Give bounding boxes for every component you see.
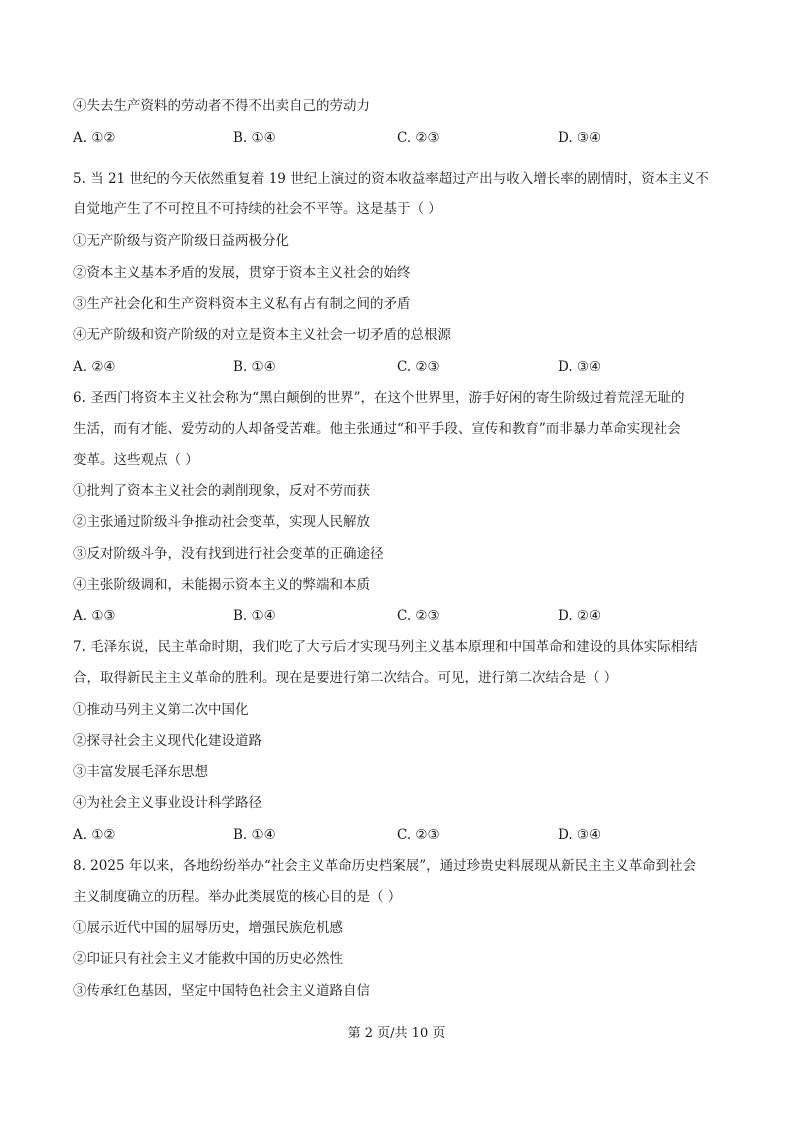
q5-option-a: A. ②④ [73,359,116,375]
q8-stem-line-1: 8. 2025 年以来，各地纷纷举办“社会主义革命历史档案展”，通过珍贵史料展现从新民主主义革命到社会 [73,858,697,874]
q6-option-c: C. ②③ [397,608,440,624]
q6-item-3: ③反对阶级斗争，没有找到进行社会变革的正确途径 [73,546,384,562]
q5-option-b: B. ①④ [233,359,276,375]
q7-item-3: ③丰富发展毛泽东思想 [73,764,208,780]
q4-option-b: B. ①④ [233,130,276,146]
q4-option-a: A. ①② [73,130,116,146]
q6-stem-line-3: 变革。这些观点（ ） [73,452,199,468]
q7-item-1: ①推动马列主义第二次中国化 [73,702,249,718]
q6-item-4: ④主张阶级调和，未能揭示资本主义的弊端和本质 [73,577,370,593]
q7-stem-line-2: 合，取得新民主主义革命的胜利。现在是要进行第二次结合。可见，进行第二次结合是（ ） [73,670,618,686]
q5-stem-line-2: 自觉地产生了不可控且不可持续的社会不平等。这是基于（ ） [73,201,442,217]
q4-item-4: ④失去生产资料的劳动者不得不出卖自己的劳动力 [73,98,370,114]
q5-stem-line-1: 5. 当 21 世纪的今天依然重复着 19 世纪上演过的资本收益率超过产出与收入增长率的剧情时，资本主义不 [73,171,709,187]
q7-option-b: B. ①④ [233,827,276,843]
q7-option-a: A. ①② [73,827,116,843]
q7-item-2: ②探寻社会主义现代化建设道路 [73,733,262,749]
q4-option-c: C. ②③ [397,130,440,146]
page-number-footer: 第 2 页/共 10 页 [347,1026,446,1041]
q6-option-d: D. ②④ [558,608,602,624]
q7-option-c: C. ②③ [397,827,440,843]
q8-item-2: ②印证只有社会主义才能救中国的历史必然性 [73,951,343,967]
q5-item-2: ②资本主义基本矛盾的发展，贯穿于资本主义社会的始终 [73,265,411,281]
q8-stem-line-2: 主义制度确立的历程。举办此类展览的核心目的是（ ） [73,889,402,905]
q5-item-3: ③生产社会化和生产资料资本主义私有占有制之间的矛盾 [73,296,411,312]
q8-item-1: ①展示近代中国的屈辱历史，增强民族危机感 [73,920,343,936]
q6-stem-line-1: 6. 圣西门将资本主义社会称为“黑白颠倒的世界”，在这个世界里，游手好闲的寄生阶级过着荒淫无耻的 [73,390,685,406]
q6-option-a: A. ①③ [73,608,116,624]
q5-option-d: D. ③④ [558,359,602,375]
q6-item-2: ②主张通过阶级斗争推动社会变革，实现人民解放 [73,514,370,530]
q6-stem-line-2: 生活，而有才能、爱劳动的人却备受苦难。他主张通过“和平手段、宣传和教育”而非暴力革命实现社会 [73,421,681,437]
q8-item-3: ③传承红色基因，坚定中国特色社会主义道路自信 [73,983,370,999]
q6-option-b: B. ①④ [233,608,276,624]
q5-item-4: ④无产阶级和资产阶级的对立是资本主义社会一切矛盾的总根源 [73,327,451,343]
q7-option-d: D. ③④ [558,827,602,843]
q5-item-1: ①无产阶级与资产阶级日益两极分化 [73,233,289,249]
q5-option-c: C. ②③ [397,359,440,375]
q6-item-1: ①批判了资本主义社会的剥削现象，反对不劳而获 [73,483,370,499]
q7-item-4: ④为社会主义事业设计科学路径 [73,795,262,811]
q7-stem-line-1: 7. 毛泽东说，民主革命时期，我们吃了大亏后才实现马列主义基本原理和中国革命和建设的具体实际相结 [73,639,698,655]
q4-option-d: D. ③④ [558,130,602,146]
